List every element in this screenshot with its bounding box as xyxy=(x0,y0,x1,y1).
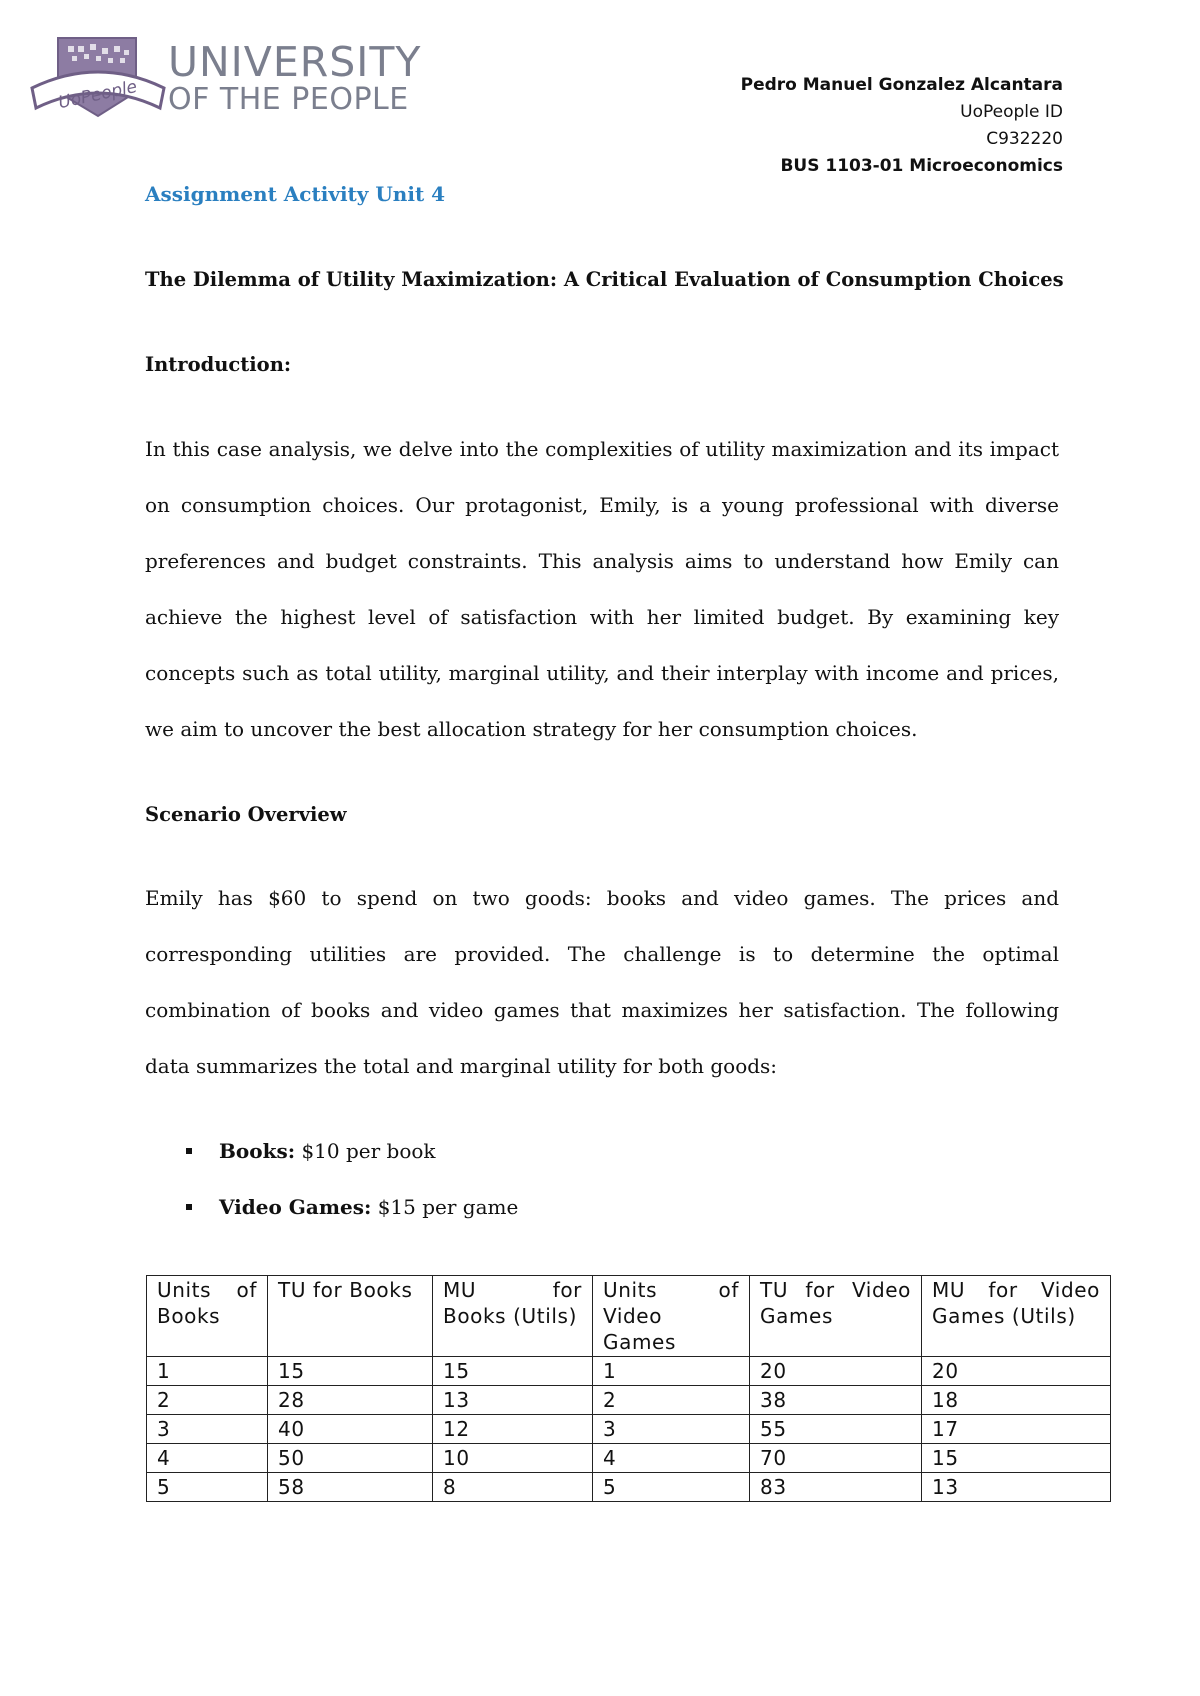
bullet-text: $15 per game xyxy=(371,1195,519,1219)
table-cell: 13 xyxy=(433,1386,593,1415)
list-item xyxy=(145,1123,518,1179)
table-cell: 1 xyxy=(593,1357,750,1386)
table-cell: 3 xyxy=(593,1415,750,1444)
document-title: The Dilemma of Utility Maximization: A Critical Evaluation of Consumption Choices xyxy=(145,268,1064,291)
list-item xyxy=(145,1179,518,1235)
table-cell: 15 xyxy=(268,1357,433,1386)
table-cell: 83 xyxy=(750,1473,922,1502)
bullet-text: $10 per book xyxy=(295,1139,436,1163)
column-header: TU for Books xyxy=(268,1276,433,1357)
table-cell: 18 xyxy=(922,1386,1111,1415)
table-cell: 38 xyxy=(750,1386,922,1415)
table-cell: 8 xyxy=(433,1473,593,1502)
scenario-paragraph: Emily has $60 to spend on two goods: books and video games. The prices and corresponding utilities are provided. The challenge is to determine the optimal combination of books and video games that maximizes her satisfaction. The following data summarizes the total and marginal utility for both goods: xyxy=(145,886,1059,1078)
university-logo xyxy=(28,30,422,126)
table-cell: 10 xyxy=(433,1444,593,1473)
column-header: MU for Video Games (Utils) xyxy=(922,1276,1111,1357)
table-cell: 55 xyxy=(750,1415,922,1444)
bullet-icon xyxy=(186,1204,192,1210)
table-cell: 58 xyxy=(268,1473,433,1502)
uopeople-shield-icon xyxy=(28,30,168,126)
column-header: Units of Video Games xyxy=(593,1276,750,1357)
table-cell: 5 xyxy=(147,1473,268,1502)
table-cell: 15 xyxy=(433,1357,593,1386)
table-cell: 50 xyxy=(268,1444,433,1473)
table-cell: 17 xyxy=(922,1415,1111,1444)
bullet-label: Books: xyxy=(219,1139,296,1163)
assignment-title: Assignment Activity Unit 4 xyxy=(145,182,446,206)
bullet-icon xyxy=(186,1148,192,1154)
table-row xyxy=(147,1386,1111,1415)
author-name: Pedro Manuel Gonzalez Alcantara xyxy=(740,75,1063,95)
utility-table xyxy=(146,1275,1111,1502)
table-cell: 13 xyxy=(922,1473,1111,1502)
table-cell: 3 xyxy=(147,1415,268,1444)
author-id-value: C932220 xyxy=(986,129,1063,149)
column-header: TU for Video Games xyxy=(750,1276,922,1357)
column-header: Units of Books xyxy=(147,1276,268,1357)
table-cell: 2 xyxy=(593,1386,750,1415)
table-cell: 15 xyxy=(922,1444,1111,1473)
table-row xyxy=(147,1444,1111,1473)
table-cell: 20 xyxy=(750,1357,922,1386)
logo-badge-text: UoPeople xyxy=(56,76,139,114)
introduction-paragraph: In this case analysis, we delve into the complexities of utility maximization and its impact on consumption choices. Our protagonist, Emily, is a young professional with diverse preferences and budget constraints. This analysis aims to understand how Emily can achieve the highest level of satisfaction with her limited budget. By examining key concepts such as total utility, marginal utility, and their interplay with income and prices, we aim to uncover the best allocation strategy for her consumption choices. xyxy=(145,437,1059,741)
author-block xyxy=(741,72,1063,180)
table-cell: 4 xyxy=(147,1444,268,1473)
table-cell: 4 xyxy=(593,1444,750,1473)
table-cell: 12 xyxy=(433,1415,593,1444)
table-cell: 28 xyxy=(268,1386,433,1415)
table-cell: 20 xyxy=(922,1357,1111,1386)
table-row xyxy=(147,1473,1111,1502)
column-header: MU for Books (Utils) xyxy=(433,1276,593,1357)
price-list xyxy=(145,1123,518,1235)
bullet-label: Video Games: xyxy=(219,1195,372,1219)
table-cell: 1 xyxy=(147,1357,268,1386)
table-row xyxy=(147,1357,1111,1386)
author-id-label: UoPeople ID xyxy=(960,102,1063,122)
scenario-heading: Scenario Overview xyxy=(145,803,347,826)
table-row xyxy=(147,1415,1111,1444)
table-cell: 40 xyxy=(268,1415,433,1444)
logo-line-of-the-people: OF THE PEOPLE xyxy=(168,82,409,117)
table-cell: 2 xyxy=(147,1386,268,1415)
table-cell: 70 xyxy=(750,1444,922,1473)
course-name: BUS 1103-01 Microeconomics xyxy=(780,156,1063,176)
table-header-row xyxy=(147,1276,1111,1357)
introduction-heading: Introduction: xyxy=(145,353,292,376)
logo-line-university: UNIVERSITY xyxy=(168,38,422,86)
table-cell: 5 xyxy=(593,1473,750,1502)
